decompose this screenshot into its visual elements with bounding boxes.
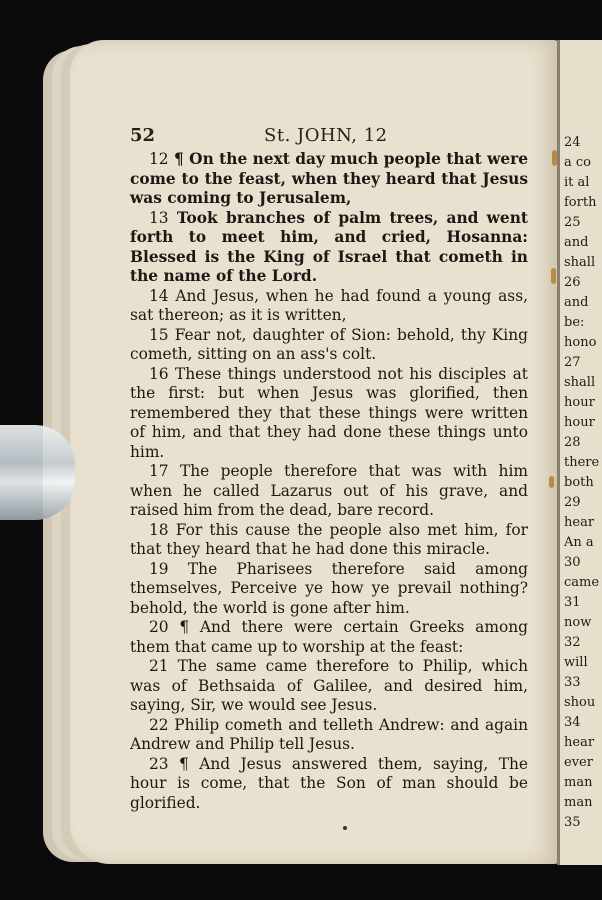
verse-text: And Jesus, when he had found a young ass, sat thereon; as it is written, xyxy=(130,286,528,324)
verse-15 xyxy=(130,326,528,365)
book-page-right xyxy=(557,40,602,865)
verse-text: The Pharisees therefore said among themselves, Perceive ye how ye prevail nothing? behold, the world is gone after him. xyxy=(130,559,528,617)
verse-text: The same came therefore to Philip, which was of Bethsaida of Galilee, and desired him, saying, Sir, we would see Jesus. xyxy=(130,657,528,714)
facing-page-fragment: came xyxy=(564,575,600,590)
facing-page-fragment: now xyxy=(564,615,592,630)
scripture-text xyxy=(130,150,528,813)
verse-13 xyxy=(130,209,528,287)
facing-page-fragment: both xyxy=(564,475,594,490)
facing-page-fragment: 25 xyxy=(564,215,581,230)
verse-text: On the next day much people that were come to the feast, when they heard that Jesus was coming to Jerusalem, xyxy=(130,150,529,207)
facing-page-fragment: 28 xyxy=(564,435,581,450)
facing-page-fragment: 29 xyxy=(564,495,581,510)
pilcrow-mark: ¶ xyxy=(179,618,190,636)
verse-23 xyxy=(130,755,528,814)
page-dot xyxy=(343,826,347,830)
facing-page-fragment: hear xyxy=(564,735,595,750)
page-number: 52 xyxy=(130,125,156,146)
facing-page-fragment: hear xyxy=(564,515,595,530)
facing-page-fragment: a co xyxy=(564,155,591,170)
facing-page-fragment: man xyxy=(564,795,593,810)
verse-16 xyxy=(130,365,528,463)
facing-page-fragment: 24 xyxy=(564,135,581,150)
page-clip xyxy=(0,425,75,520)
facing-page-fragment: 30 xyxy=(564,555,581,570)
facing-page-fragment: man xyxy=(564,775,593,790)
verse-text: The people therefore that was with him when he called Lazarus out of his grave, and raised him from the dead, bare record. xyxy=(130,462,528,519)
facing-page-fragment: forth xyxy=(564,195,597,210)
verse-text: Philip cometh and telleth Andrew: and again Andrew and Philip tell Jesus. xyxy=(130,715,528,753)
verse-text: And Jesus answered them, saying, The hour is come, that the Son of man should be glorified. xyxy=(130,754,528,812)
verse-number: 16 xyxy=(149,364,169,383)
facing-page-fragment: shou xyxy=(564,695,596,710)
facing-page-fragment: shall xyxy=(564,375,596,390)
facing-page-fragment: 34 xyxy=(564,715,581,730)
verse-number: 22 xyxy=(149,715,169,734)
verse-number: 21 xyxy=(149,657,169,675)
verse-number: 20 xyxy=(149,618,169,636)
facing-page-fragment: 27 xyxy=(564,355,581,370)
facing-page-fragment: hour xyxy=(564,415,595,430)
page-header xyxy=(130,125,530,151)
verse-number: 19 xyxy=(149,559,169,578)
verse-text: These things understood not his disciples at the first: but when Jesus was glorified, then remembered they that these things were written of him, and that they had done these things unto him. xyxy=(130,364,528,461)
pilcrow-mark: ¶ xyxy=(173,150,184,168)
ink-mark xyxy=(549,476,554,488)
verse-14 xyxy=(130,287,528,326)
verse-20 xyxy=(130,618,528,657)
facing-page-fragment: 35 xyxy=(564,815,581,830)
verse-number: 17 xyxy=(149,462,169,480)
verse-21 xyxy=(130,657,528,716)
ink-mark xyxy=(552,150,557,166)
pilcrow-mark: ¶ xyxy=(179,754,189,773)
facing-page-fragment: 32 xyxy=(564,635,581,650)
facing-page-fragment: shall xyxy=(564,255,596,270)
verse-number: 13 xyxy=(149,208,169,227)
ink-mark xyxy=(551,268,556,284)
facing-page-fragment: An a xyxy=(564,535,594,550)
verse-number: 18 xyxy=(149,520,169,539)
facing-page-fragment: hono xyxy=(564,335,597,350)
verse-text: Took branches of palm trees, and went forth to meet him, and cried, Hosanna: Blessed is the King of Israel that cometh in the name of the Lord. xyxy=(130,208,528,285)
verse-12 xyxy=(130,150,528,209)
facing-page-fragment: will xyxy=(564,655,588,670)
verse-text: For this cause the people also met him, for that they heard that he had done this miracle. xyxy=(130,520,528,558)
verse-22 xyxy=(130,716,528,755)
facing-page-fragment: 31 xyxy=(564,595,581,610)
facing-page-fragment: there xyxy=(564,455,600,470)
verse-17 xyxy=(130,462,528,521)
facing-page-fragment: 33 xyxy=(564,675,581,690)
facing-page-fragment: hour xyxy=(564,395,595,410)
running-title: St. JOHN, 12 xyxy=(264,125,388,146)
facing-page-fragment: it al xyxy=(564,175,590,190)
verse-text: Fear not, daughter of Sion: behold, thy King cometh, sitting on an ass's colt. xyxy=(130,325,528,363)
facing-page-fragment: 26 xyxy=(564,275,581,290)
verse-number: 12 xyxy=(149,150,169,168)
facing-page-fragment: and xyxy=(564,235,589,250)
verse-18 xyxy=(130,521,528,560)
facing-page-fragment: and xyxy=(564,295,589,310)
verse-number: 14 xyxy=(149,286,169,305)
verse-number: 23 xyxy=(149,754,169,773)
verse-text: And there were certain Greeks among them that came up to worship at the feast: xyxy=(130,618,528,656)
facing-page-fragment: ever xyxy=(564,755,593,770)
verse-19 xyxy=(130,560,528,619)
facing-page-fragment: be: xyxy=(564,315,585,330)
verse-number: 15 xyxy=(149,325,169,344)
